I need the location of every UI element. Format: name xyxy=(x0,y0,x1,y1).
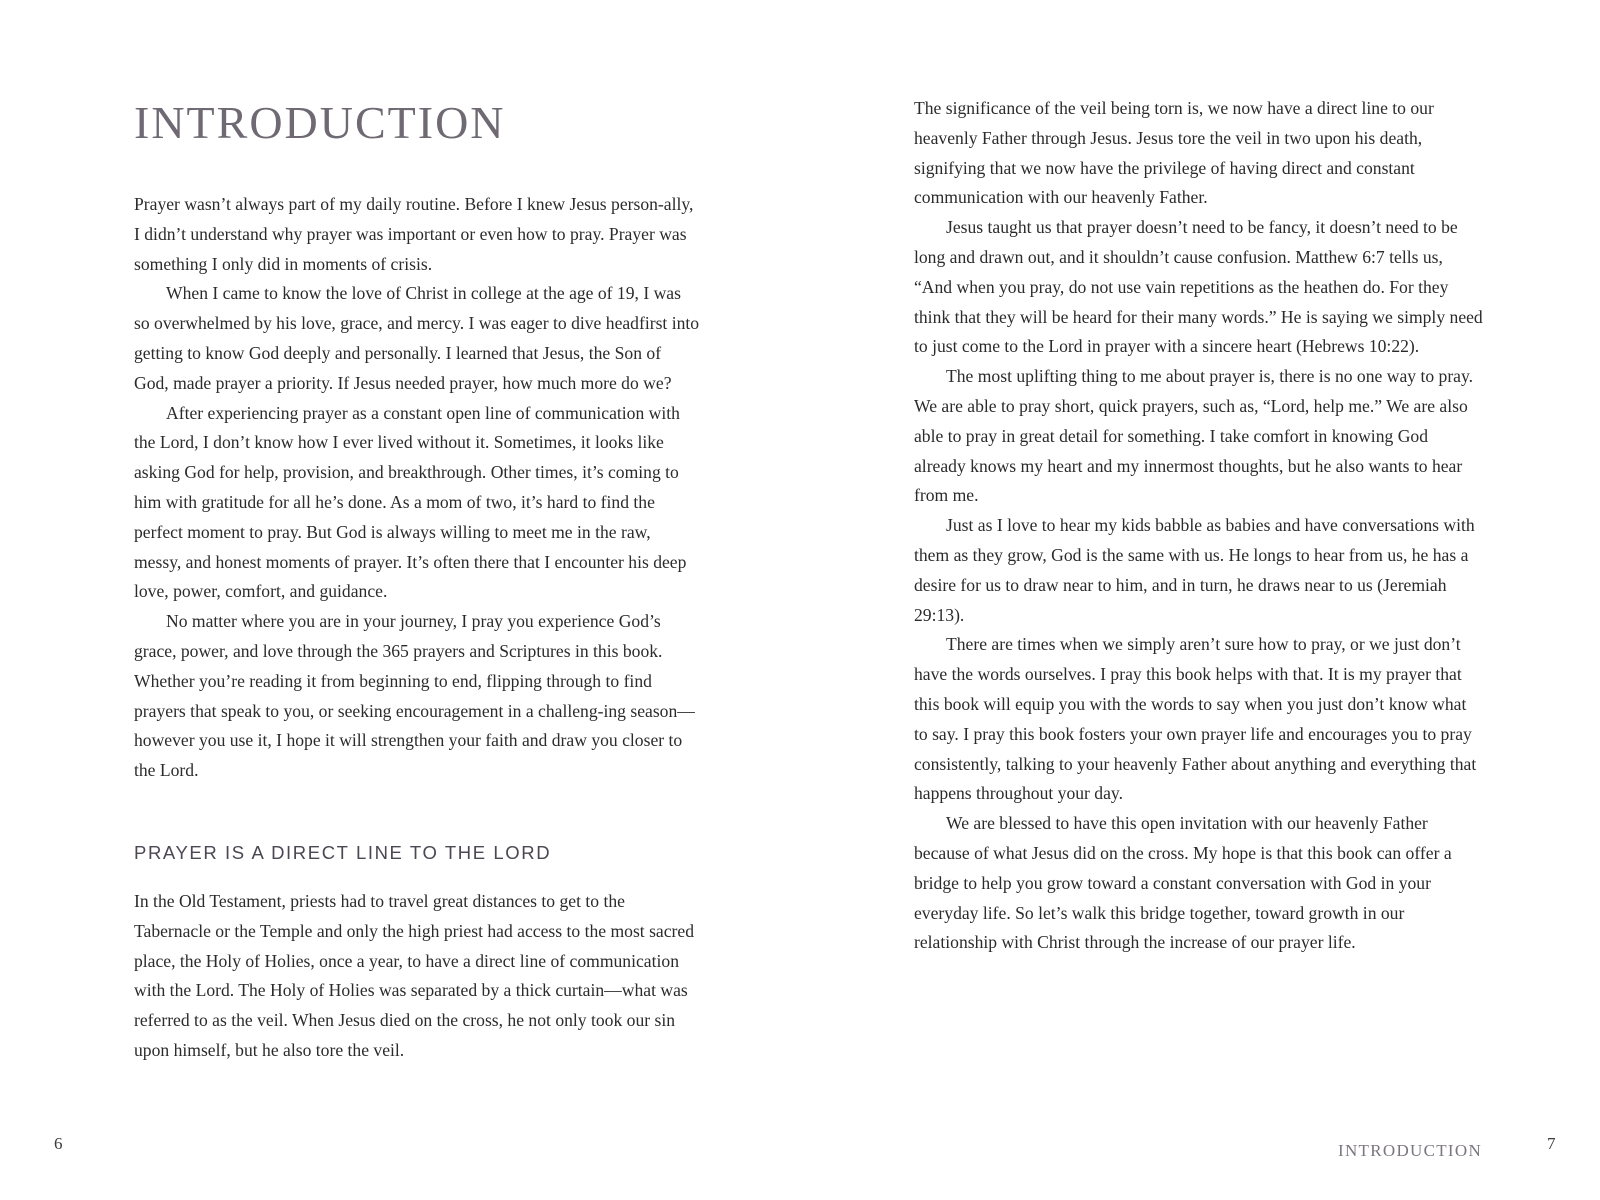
paragraph: We are blessed to have this open invitation with our heavenly Father because of what Jesus did on the cross. My hope is that this book can offer a bridge to help you grow toward a constant conversation with God in your everyday life. So let’s walk this bridge together, toward growth in our relationship with Christ through the increase of our prayer life. xyxy=(914,813,1452,953)
paragraph: After experiencing prayer as a constant open line of communication with the Lord, I don’t know how I ever lived without it. Sometimes, it looks like asking God for help, provision, and breakthrough. Other times, it’s coming to him with gratitude for all he’s done. As a mom of two, it’s hard to find the perfect moment to pray. But God is always willing to meet me in the raw, messy, and honest moments of prayer. It’s often there that I encounter his deep love, power, comfort, and guidance. xyxy=(134,402,687,602)
paragraph: The most uplifting thing to me about prayer is, there is no one way to pray. We are able to pray short, quick prayers, such as, “Lord, help me.” We are also able to pray in great detail for something. I take comfort in knowing God already knows my heart and my innermost thoughts, but he also wants to hear from me. xyxy=(914,366,1474,506)
section-body xyxy=(134,887,700,1066)
chapter-title: INTRODUCTION xyxy=(134,97,506,148)
intro-body xyxy=(134,190,700,786)
right-page xyxy=(800,0,1600,1200)
paragraph: Just as I love to hear my kids babble as babies and have conversations with them as they grow, God is the same with us. He longs to hear from us, he has a desire for us to draw near to him, and in turn, he draws near to us (Jeremiah 29:13). xyxy=(914,515,1475,625)
running-header: INTRODUCTION xyxy=(1338,1141,1483,1160)
section-heading: PRAYER IS A DIRECT LINE TO THE LORD xyxy=(134,842,552,863)
paragraph: Prayer wasn’t always part of my daily routine. Before I knew Jesus person-ally, I didn’t understand why prayer was important or even how to pray. Prayer was something I only did in moments of crisis. xyxy=(134,194,694,274)
paragraph: In the Old Testament, priests had to travel great distances to get to the Tabernacle or the Temple and only the high priest had access to the most sacred place, the Holy of Holies, once a year, to have a direct line of communication with the Lord. The Holy of Holies was separated by a thick curtain—what was referred to as the veil. When Jesus died on the cross, he not only took our sin upon himself, but he also tore the veil. xyxy=(134,891,695,1060)
page-number-left: 6 xyxy=(54,1134,63,1153)
paragraph: The significance of the veil being torn is, we now have a direct line to our heavenly Father through Jesus. Jesus tore the veil in two upon his death, signifying that we now have the privilege of having direct and constant communication with our heavenly Father. xyxy=(914,98,1434,208)
section-body-continued xyxy=(914,94,1484,958)
paragraph: When I came to know the love of Christ in college at the age of 19, I was so overwhelmed by his love, grace, and mercy. I was eager to dive headfirst into getting to know God deeply and personally. I learned that Jesus, the Son of God, made prayer a priority. If Jesus needed prayer, how much more do we? xyxy=(134,283,700,393)
paragraph: Jesus taught us that prayer doesn’t need to be fancy, it doesn’t need to be long and drawn out, and it shouldn’t cause confusion. Matthew 6:7 tells us, “And when you pray, do not use vain repetitions as the heathen do. For they think that they will be heard for their many words.” He is saying we simply need to just come to the Lord in prayer with a sincere heart (Hebrews 10:22). xyxy=(914,217,1483,357)
paragraph: No matter where you are in your journey, I pray you experience God’s grace, power, and love through the 365 prayers and Scriptures in this book. Whether you’re reading it from beginning to end, flipping through to find prayers that speak to you, or seeking encouragement in a challeng-ing season—however you use it, I hope it will strengthen your faith and draw you closer to the Lord. xyxy=(134,611,695,781)
paragraph: There are times when we simply aren’t sure how to pray, or we just don’t have the words ourselves. I pray this book helps with that. It is my prayer that this book will equip you with the words to say when you just don’t know what to say. I pray this book fosters your own prayer life and encourages you to pray consistently, talking to your heavenly Father about anything and everything that happens throughout your day. xyxy=(914,634,1477,804)
page-number-right: 7 xyxy=(1547,1134,1556,1153)
